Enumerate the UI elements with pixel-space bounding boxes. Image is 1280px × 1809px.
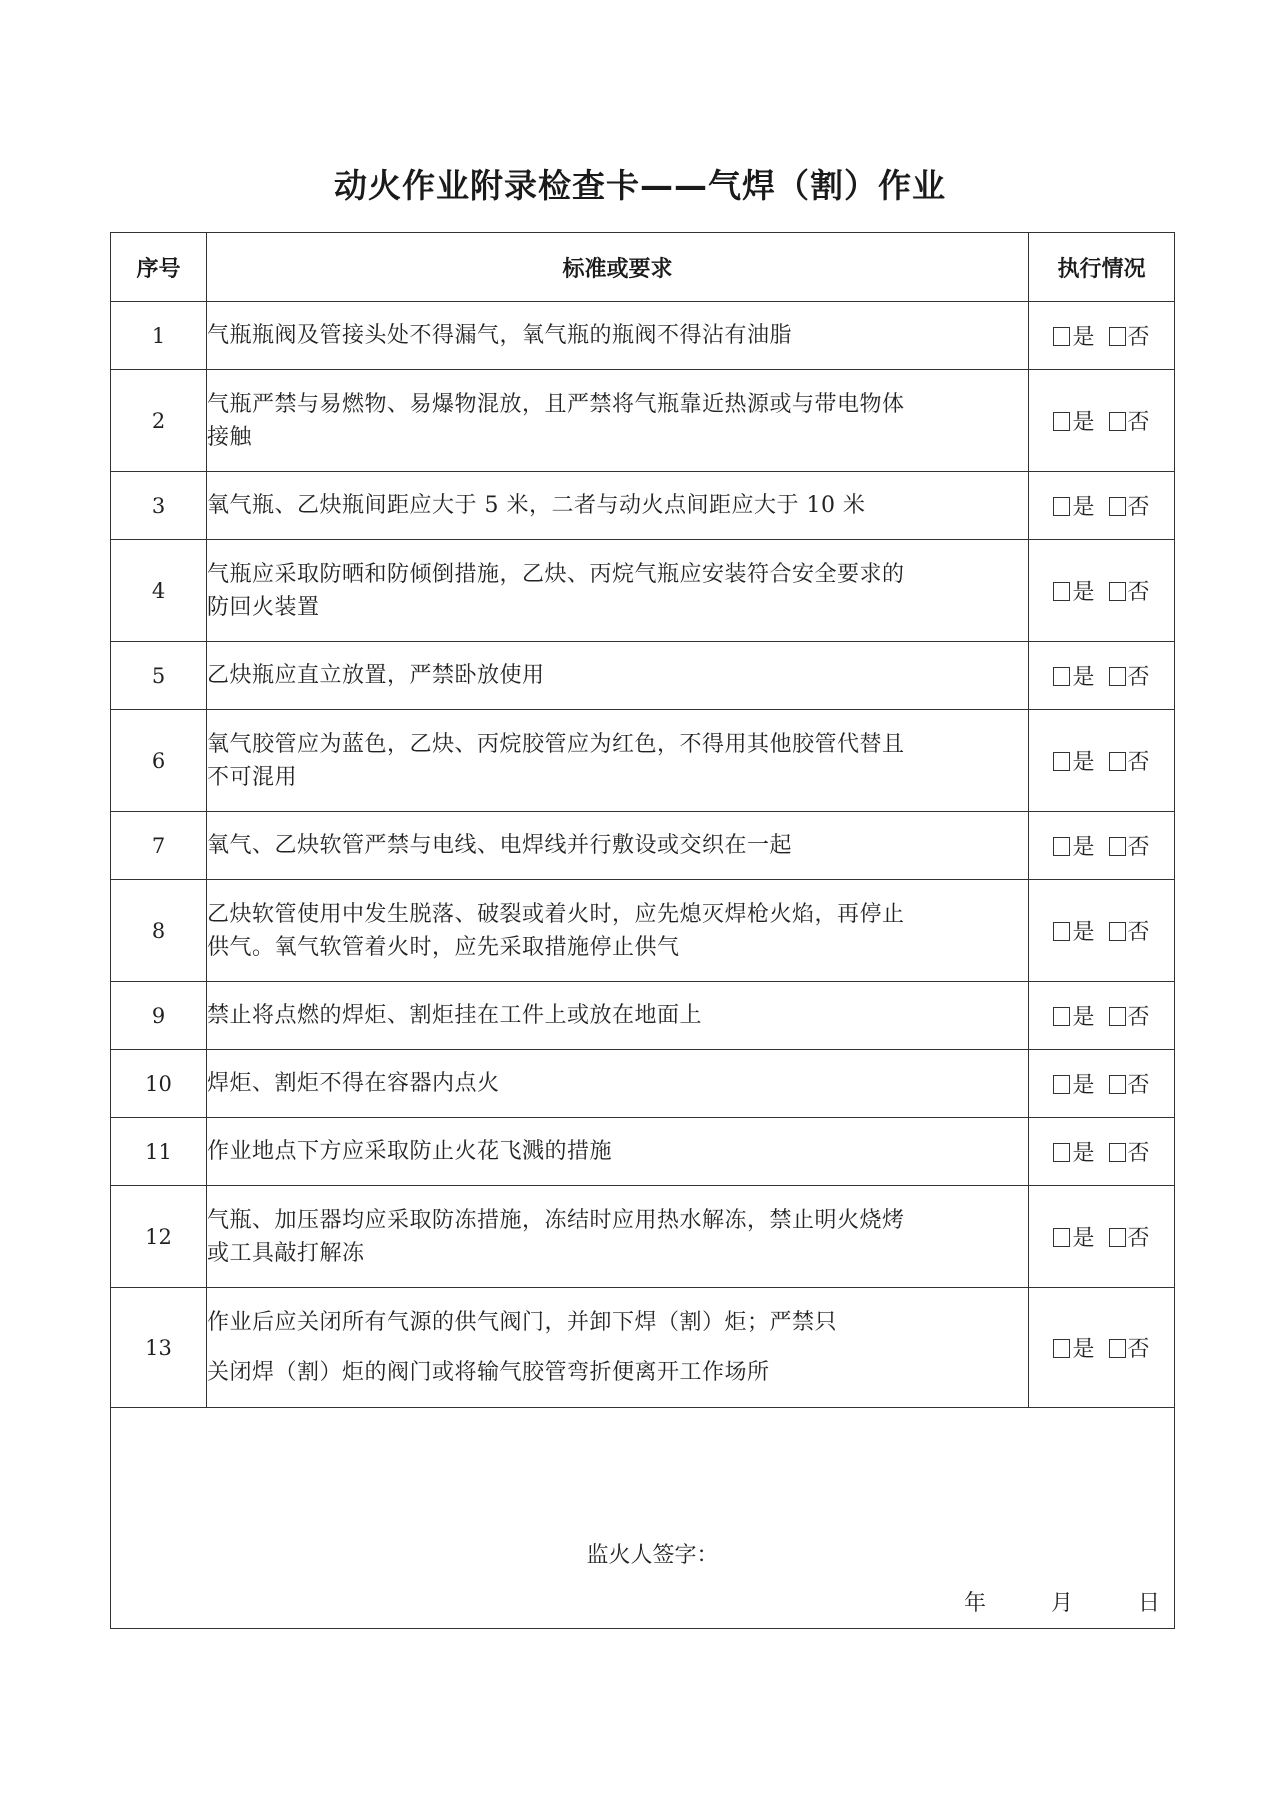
option-yes[interactable]	[1053, 830, 1094, 861]
row-execution-status	[1029, 812, 1175, 880]
row-number: 12	[111, 1186, 207, 1288]
option-yes[interactable]	[1053, 1221, 1094, 1252]
row-requirement	[207, 710, 1029, 812]
date-year-label: 年	[963, 1591, 986, 1616]
option-yes[interactable]	[1053, 490, 1094, 521]
table-header-row	[111, 233, 1175, 302]
requirement-text-line: 焊炬、割炬不得在容器内点火	[207, 1071, 500, 1096]
option-yes[interactable]	[1053, 1000, 1094, 1031]
requirement-text-line: 禁止将点燃的焊炬、割炬挂在工件上或放在地面上	[207, 1003, 703, 1028]
option-yes-label: 是	[1072, 1005, 1095, 1030]
row-requirement	[207, 540, 1029, 642]
option-no[interactable]	[1109, 830, 1150, 861]
row-requirement	[207, 302, 1029, 370]
option-no[interactable]	[1109, 745, 1150, 776]
checklist-body	[111, 302, 1175, 1408]
row-execution-status	[1029, 370, 1175, 472]
requirement-text-line: 氧气、乙炔软管严禁与电线、电焊线并行敷设或交织在一起	[207, 833, 793, 858]
requirement-text-line: 乙炔瓶应直立放置，严禁卧放使用	[207, 663, 545, 688]
requirement-text-line: 乙炔软管使用中发生脱落、破裂或着火时，应先熄灭焊枪火焰，再停止	[207, 901, 905, 927]
option-no[interactable]	[1109, 405, 1150, 436]
table-row	[111, 642, 1175, 710]
row-execution-status	[1029, 1118, 1175, 1186]
checkbox-no[interactable]	[1109, 752, 1126, 771]
checkbox-no[interactable]	[1109, 1228, 1126, 1247]
checkbox-yes[interactable]	[1053, 412, 1070, 431]
requirement-text-line: 作业后应关闭所有气源的供气阀门，并卸下焊（割）炬；严禁只	[207, 1309, 838, 1335]
requirement-text-line: 氧气胶管应为蓝色，乙炔、丙烷胶管应为红色，不得用其他胶管代替且	[207, 731, 905, 757]
date-day-label: 日	[1137, 1591, 1160, 1616]
row-number: 5	[111, 642, 207, 710]
option-no-label: 否	[1127, 495, 1150, 520]
row-execution-status	[1029, 642, 1175, 710]
option-no[interactable]	[1109, 915, 1150, 946]
table-row	[111, 1050, 1175, 1118]
requirement-text-line: 接触	[207, 424, 253, 450]
option-yes[interactable]	[1053, 1068, 1094, 1099]
option-yes-label: 是	[1072, 410, 1095, 435]
option-no[interactable]	[1109, 1221, 1150, 1252]
header-requirement: 标准或要求	[207, 233, 1029, 302]
checkbox-no[interactable]	[1109, 1339, 1126, 1358]
checkbox-no[interactable]	[1109, 327, 1126, 346]
requirement-text-line: 气瓶严禁与易燃物、易爆物混放，且严禁将气瓶靠近热源或与带电物体	[207, 391, 905, 417]
option-yes[interactable]	[1053, 1332, 1094, 1363]
checkbox-yes[interactable]	[1053, 327, 1070, 346]
option-no[interactable]	[1109, 575, 1150, 606]
option-yes[interactable]	[1053, 660, 1094, 691]
table-row	[111, 472, 1175, 540]
row-execution-status	[1029, 1288, 1175, 1408]
row-execution-status	[1029, 710, 1175, 812]
requirement-text-line: 供气。氧气软管着火时，应先采取措施停止供气	[207, 934, 680, 960]
row-execution-status	[1029, 1050, 1175, 1118]
row-number: 11	[111, 1118, 207, 1186]
option-yes[interactable]	[1053, 575, 1094, 606]
option-yes-label: 是	[1072, 665, 1095, 690]
checkbox-yes[interactable]	[1053, 837, 1070, 856]
option-no-label: 否	[1127, 1005, 1150, 1030]
checkbox-yes[interactable]	[1053, 1007, 1070, 1026]
checkbox-no[interactable]	[1109, 1143, 1126, 1162]
checkbox-yes[interactable]	[1053, 667, 1070, 686]
row-execution-status	[1029, 540, 1175, 642]
option-yes[interactable]	[1053, 1136, 1094, 1167]
requirement-text-line: 作业地点下方应采取防止火花飞溅的措施	[207, 1139, 613, 1164]
option-no-label: 否	[1127, 920, 1150, 945]
option-no[interactable]	[1109, 320, 1150, 351]
option-no[interactable]	[1109, 1000, 1150, 1031]
table-row	[111, 710, 1175, 812]
header-execution: 执行情况	[1029, 233, 1175, 302]
row-requirement	[207, 472, 1029, 540]
row-requirement	[207, 1118, 1029, 1186]
row-number: 10	[111, 1050, 207, 1118]
row-execution-status	[1029, 982, 1175, 1050]
option-no-label: 否	[1127, 1337, 1150, 1362]
checkbox-yes[interactable]	[1053, 752, 1070, 771]
checkbox-no[interactable]	[1109, 412, 1126, 431]
row-execution-status	[1029, 302, 1175, 370]
row-number: 13	[111, 1288, 207, 1408]
row-requirement	[207, 370, 1029, 472]
row-execution-status	[1029, 472, 1175, 540]
table-row	[111, 540, 1175, 642]
row-requirement	[207, 880, 1029, 982]
checkbox-yes[interactable]	[1053, 1228, 1070, 1247]
signature-row	[111, 1408, 1175, 1629]
checkbox-no[interactable]	[1109, 1007, 1126, 1026]
row-requirement	[207, 642, 1029, 710]
checkbox-no[interactable]	[1109, 497, 1126, 516]
row-requirement	[207, 982, 1029, 1050]
row-number: 2	[111, 370, 207, 472]
option-no-label: 否	[1127, 1141, 1150, 1166]
row-execution-status	[1029, 1186, 1175, 1288]
header-number: 序号	[111, 233, 207, 302]
table-row	[111, 812, 1175, 880]
option-yes-label: 是	[1072, 1141, 1095, 1166]
option-no[interactable]	[1109, 660, 1150, 691]
supervisor-signature-label: 监火人签字：	[586, 1543, 719, 1568]
requirement-text-line: 或工具敲打解冻	[207, 1240, 365, 1266]
option-yes-label: 是	[1072, 1226, 1095, 1251]
signature-cell	[111, 1408, 1175, 1629]
option-yes-label: 是	[1072, 1073, 1095, 1098]
row-execution-status	[1029, 880, 1175, 982]
option-no[interactable]	[1109, 1136, 1150, 1167]
table-row	[111, 302, 1175, 370]
row-requirement	[207, 1050, 1029, 1118]
option-no-label: 否	[1127, 665, 1150, 690]
option-no[interactable]	[1109, 490, 1150, 521]
row-number: 1	[111, 302, 207, 370]
row-number: 6	[111, 710, 207, 812]
option-no-label: 否	[1127, 1226, 1150, 1251]
row-number: 4	[111, 540, 207, 642]
option-no[interactable]	[1109, 1068, 1150, 1099]
table-row	[111, 1118, 1175, 1186]
option-yes-label: 是	[1072, 580, 1095, 605]
table-row	[111, 370, 1175, 472]
option-no-label: 否	[1127, 325, 1150, 350]
checkbox-yes[interactable]	[1053, 1143, 1070, 1162]
option-no[interactable]	[1109, 1332, 1150, 1363]
option-no-label: 否	[1127, 410, 1150, 435]
requirement-text-line: 氧气瓶、乙炔瓶间距应大于 5 米，二者与动火点间距应大于 10 米	[207, 493, 866, 518]
checkbox-yes[interactable]	[1053, 497, 1070, 516]
option-yes-label: 是	[1072, 750, 1095, 775]
option-no-label: 否	[1127, 1073, 1150, 1098]
signature-date	[964, 1586, 1160, 1617]
row-number: 3	[111, 472, 207, 540]
option-yes[interactable]	[1053, 405, 1094, 436]
row-requirement	[207, 812, 1029, 880]
checkbox-yes[interactable]	[1053, 922, 1070, 941]
option-no-label: 否	[1127, 835, 1150, 860]
option-no-label: 否	[1127, 580, 1150, 605]
date-month-label: 月	[1050, 1591, 1073, 1616]
option-yes-label: 是	[1072, 495, 1095, 520]
option-yes-label: 是	[1072, 325, 1095, 350]
row-number: 7	[111, 812, 207, 880]
requirement-text-line: 气瓶应采取防晒和防倾倒措施，乙炔、丙烷气瓶应安装符合安全要求的	[207, 561, 905, 587]
table-row	[111, 1288, 1175, 1408]
checkbox-no[interactable]	[1109, 837, 1126, 856]
document-title: 动火作业附录检查卡——气焊（割）作业	[334, 166, 946, 205]
checkbox-yes[interactable]	[1053, 1339, 1070, 1358]
requirement-text-line: 不可混用	[207, 764, 298, 790]
requirement-text-line: 关闭焊（割）炬的阀门或将输气胶管弯折便离开工作场所	[207, 1359, 770, 1385]
checkbox-no[interactable]	[1109, 1075, 1126, 1094]
option-yes[interactable]	[1053, 915, 1094, 946]
checkbox-no[interactable]	[1109, 922, 1126, 941]
requirement-text-line: 气瓶瓶阀及管接头处不得漏气，氧气瓶的瓶阀不得沾有油脂	[207, 323, 793, 348]
row-number: 8	[111, 880, 207, 982]
option-yes-label: 是	[1072, 835, 1095, 860]
row-requirement	[207, 1288, 1029, 1408]
option-yes[interactable]	[1053, 745, 1094, 776]
row-number: 9	[111, 982, 207, 1050]
option-yes[interactable]	[1053, 320, 1094, 351]
checkbox-no[interactable]	[1109, 667, 1126, 686]
option-yes-label: 是	[1072, 1337, 1095, 1362]
checkbox-yes[interactable]	[1053, 1075, 1070, 1094]
table-row	[111, 880, 1175, 982]
table-row	[111, 982, 1175, 1050]
option-yes-label: 是	[1072, 920, 1095, 945]
requirement-text-line: 气瓶、加压器均应采取防冻措施，冻结时应用热水解冻，禁止明火烧烤	[207, 1207, 905, 1233]
checkbox-yes[interactable]	[1053, 582, 1070, 601]
checklist-table	[110, 232, 1175, 1629]
option-no-label: 否	[1127, 750, 1150, 775]
checkbox-no[interactable]	[1109, 582, 1126, 601]
table-row	[111, 1186, 1175, 1288]
row-requirement	[207, 1186, 1029, 1288]
requirement-text-line: 防回火装置	[207, 594, 320, 620]
